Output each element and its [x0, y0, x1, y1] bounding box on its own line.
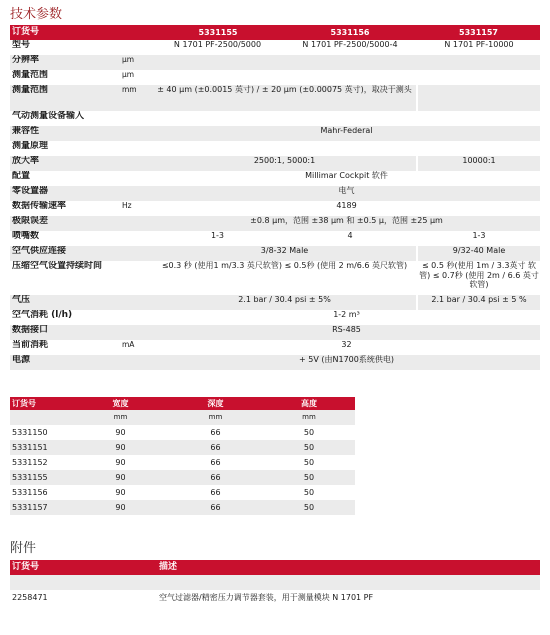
spec-row-label: 数据传输速率: [12, 201, 67, 211]
dims-row: [10, 500, 355, 515]
spec-row-value: ± 40 µm (±0.0015 英寸) / ± 20 µm (±0.00075 英寸)，取决于测头: [153, 85, 417, 111]
dims-order-no: 5331157: [12, 502, 48, 512]
spec-row-unit: [120, 141, 153, 156]
spec-row-unit: Hz: [122, 201, 132, 210]
spec-row-unit: [120, 126, 153, 141]
spec-row-label: 极限误差: [12, 216, 49, 226]
spec-row: [10, 246, 540, 261]
spec-row: [10, 126, 540, 141]
accessory-table: [10, 560, 540, 605]
dims-units-row: [10, 410, 355, 425]
spec-row-unit: [120, 111, 153, 126]
dims-value: 66: [210, 442, 221, 452]
spec-row-value: [153, 111, 540, 126]
spec-row: [10, 310, 540, 325]
spec-row-label: 零设置器: [12, 186, 49, 196]
spec-row-unit: [120, 171, 153, 186]
spec-row-label: 测量范围: [12, 70, 49, 80]
spec-row-label: 气动测量设备输入: [12, 111, 85, 121]
spec-row-value: Millimar Cockpit 软件: [305, 171, 388, 180]
dims-value: 90: [115, 457, 126, 467]
spec-row-label: 兼容性: [12, 126, 40, 136]
accessory-order-no: 2258471: [12, 592, 48, 602]
dims-value: 50: [303, 502, 315, 512]
accessory-header-description: 描述: [157, 560, 540, 575]
dims-order-no: 5331152: [12, 457, 48, 467]
dims-unit: mm: [208, 413, 223, 422]
dims-table: [10, 397, 355, 515]
dims-row: [10, 470, 355, 485]
dims-value: 90: [115, 502, 126, 512]
spec-row-unit: mA: [122, 340, 135, 349]
spec-row-value: 3/8-32 Male: [153, 246, 417, 261]
accessory-description: 空气过滤器/精密压力调节器套装，用于测量模块 N 1701 PF: [159, 592, 374, 602]
spec-row-label: 放大率: [12, 156, 40, 166]
dims-unit: mm: [113, 413, 128, 422]
dims-value: 50: [303, 487, 315, 497]
spec-header-model: 5331155: [153, 25, 283, 40]
spec-row-label: 测量范围: [12, 85, 49, 95]
dims-row: [10, 440, 355, 455]
spec-row: [10, 186, 540, 201]
spec-row: [10, 261, 540, 295]
accessory-row: [10, 590, 540, 605]
spec-row-label: 空气供应连接: [12, 246, 67, 256]
accessory-spacer-row: [10, 575, 540, 590]
spec-row-value: 电气: [338, 186, 355, 195]
spec-row: [10, 295, 540, 310]
spec-row: [10, 55, 540, 70]
spec-row-label: 配置: [12, 171, 31, 181]
dims-row: [10, 455, 355, 470]
spec-row-label: 气压: [12, 295, 31, 305]
spec-row-value: 32: [341, 340, 352, 349]
dims-row: [10, 425, 355, 440]
dims-unit: mm: [302, 413, 316, 422]
dims-header-height: 高度: [263, 397, 355, 410]
spec-row-value: [153, 141, 540, 156]
accessory-section-title: 附件: [10, 541, 37, 556]
spec-row-value: RS-485: [332, 325, 361, 334]
spec-row-unit: [120, 295, 153, 310]
dims-value: 50: [303, 457, 315, 467]
spec-row: [10, 231, 540, 246]
dims-order-no: 5331150: [12, 427, 48, 437]
dims-header-width: 宽度: [73, 397, 168, 410]
spec-row-label: 型号: [12, 40, 31, 50]
spec-row-value: Mahr-Federal: [320, 126, 373, 135]
dims-value: 66: [210, 427, 221, 437]
spec-row-unit: [120, 310, 153, 325]
spec-row-value: 4: [283, 231, 417, 246]
accessory-header-row: [10, 560, 540, 575]
spec-row-unit: [120, 186, 153, 201]
spec-row-value: N 1701 PF-10000: [444, 40, 514, 49]
dims-value: 66: [210, 472, 221, 482]
spec-row-unit: [120, 231, 153, 246]
spec-row: [10, 216, 540, 231]
accessory-header-order-no: 订货号: [10, 560, 157, 575]
spec-header-row: [10, 25, 540, 40]
spec-row-value: 4189: [336, 201, 357, 210]
dims-value: 66: [210, 457, 221, 467]
spec-row: [10, 355, 540, 370]
dims-value: 66: [210, 487, 221, 497]
spec-row: [10, 325, 540, 340]
spec-row-value: + 5V (由N1700系统供电): [299, 355, 394, 364]
spec-row-value: ≤0.3 秒 (使用1 m/3.3 英尺软管) ≤ 0.5秒 (使用 2 m/6.6 英尺软管): [153, 261, 417, 295]
spec-row: [10, 141, 540, 156]
dims-header-order-no: 订货号: [10, 397, 73, 410]
spec-table: [10, 25, 540, 370]
spec-row: [10, 70, 540, 85]
spec-row-value: 1-2 m³: [333, 310, 360, 319]
spec-row-value: [153, 70, 540, 85]
dims-value: 90: [115, 427, 126, 437]
spec-row: [10, 156, 540, 171]
dims-value: 90: [115, 487, 126, 497]
spec-row-unit: [120, 156, 153, 171]
spec-row: [10, 40, 540, 55]
spec-row-unit: [120, 216, 153, 231]
spec-row-value: 9/32-40 Male: [452, 246, 506, 255]
dims-order-no: 5331151: [12, 442, 48, 452]
dims-value: 50: [303, 442, 315, 452]
spec-row: [10, 340, 540, 355]
spec-row-value: 10000:1: [462, 156, 496, 165]
spec-header-order-no: 订货号: [10, 25, 120, 40]
spec-row-value: ≤ 0.5 秒(使用 1m / 3.3英寸 软管) ≤ 0.7秒 (使用 2m / 6.6 英寸 软管): [419, 261, 539, 290]
spec-row-value: 2.1 bar / 30.4 psi ± 5%: [153, 295, 417, 310]
dims-value: 90: [115, 472, 126, 482]
dims-order-no: 5331155: [12, 472, 48, 482]
spec-header-model: 5331156: [283, 25, 417, 40]
spec-row-value: [153, 55, 540, 70]
dims-row: [10, 485, 355, 500]
dims-header-row: [10, 397, 355, 410]
dims-header-depth: 深度: [168, 397, 263, 410]
spec-row-unit: [120, 355, 153, 370]
dims-value: 50: [303, 427, 315, 437]
spec-row-label: 喷嘴数: [12, 231, 40, 241]
spec-row-value: 2.1 bar / 30.4 psi ± 5 %: [431, 295, 527, 304]
spec-row-label: 数据接口: [12, 325, 49, 335]
spec-row: [10, 171, 540, 186]
dims-value: 90: [115, 442, 126, 452]
spec-row-value: N 1701 PF-2500/5000-4: [283, 40, 417, 55]
spec-section-title: 技术参数: [10, 7, 63, 22]
spec-row-label: 当前消耗: [12, 340, 49, 350]
spec-row-value: 1-3: [472, 231, 486, 240]
spec-header-model: 5331157: [417, 25, 540, 40]
spec-row: [10, 201, 540, 216]
spec-row-value: ±0.8 µm，范围 ±38 µm 和 ±0.5 µ，范围 ±25 µm: [250, 216, 443, 225]
spec-row-unit: mm: [122, 85, 137, 94]
spec-row-label: 压缩空气设置持续时间: [12, 261, 103, 271]
spec-row: [10, 111, 540, 126]
spec-row-unit: [120, 40, 153, 55]
spec-row-label: 电源: [12, 355, 31, 365]
spec-row-label: 测量原理: [12, 141, 49, 151]
spec-row-label: 空气消耗 (l/h): [12, 310, 73, 320]
spec-row-unit: µm: [122, 70, 135, 79]
dims-order-no: 5331156: [12, 487, 48, 497]
spec-row-value: 1-3: [153, 231, 283, 246]
spec-row-value: N 1701 PF-2500/5000: [153, 40, 283, 55]
spec-row-label: 分辨率: [12, 55, 40, 65]
spec-row-unit: µm: [122, 55, 135, 64]
spec-row-value: [417, 85, 540, 111]
dims-value: 50: [303, 472, 315, 482]
dims-value: 66: [210, 502, 221, 512]
spec-row-unit: [120, 246, 153, 261]
spec-row-unit: [120, 325, 153, 340]
spec-row: [10, 85, 540, 111]
spec-row-value: 2500:1, 5000:1: [153, 156, 417, 171]
spec-row-unit: [120, 261, 153, 295]
